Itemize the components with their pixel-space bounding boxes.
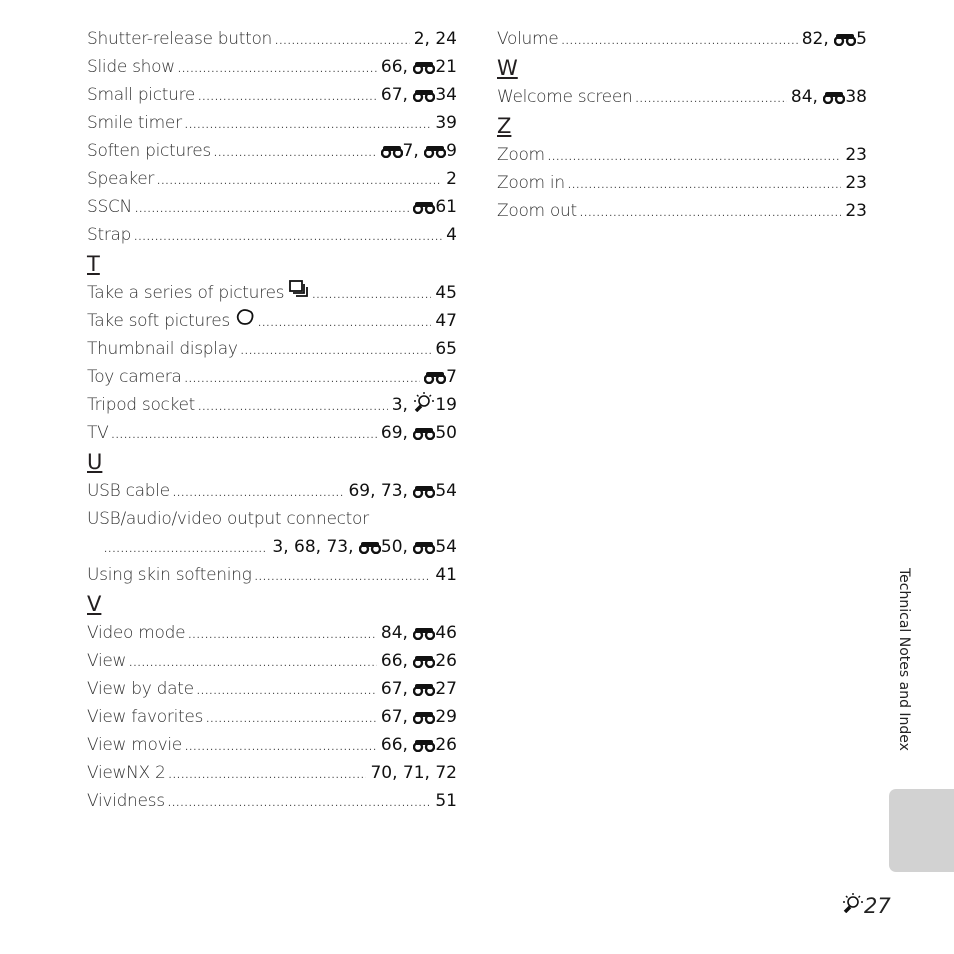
index-term: Zoom in [497,173,565,193]
leader-dots [312,282,431,310]
index-entry [87,81,457,109]
page-refs: 66, 26 [381,647,457,677]
page-ref[interactable]: 70 [370,763,393,783]
binoculars-icon [413,677,435,705]
page-ref[interactable]: 67 [380,85,403,105]
letter-heading: V [87,592,102,616]
index-term: Video mode [87,623,186,643]
leader-dots [214,140,377,168]
binoculars-icon [381,139,403,167]
soft-icon [235,307,255,335]
page-refs: 69, 50 [381,419,457,449]
index-term: Tripod socket [87,395,196,415]
page-ref[interactable]: 29 [435,707,457,727]
page-ref[interactable]: 5 [856,29,867,49]
leader-dots [168,790,432,818]
page-ref[interactable]: 24 [435,29,457,49]
index-term: Speaker [87,169,155,189]
page-ref[interactable]: 26 [435,735,457,755]
leader-dots [568,172,842,200]
index-entry [497,197,867,225]
page-ref[interactable]: 84 [790,87,813,107]
leader-dots [185,734,377,762]
index-entry [87,165,457,193]
page-ref[interactable]: 84 [380,623,403,643]
index-entry [87,419,457,447]
binoculars-icon [413,195,435,223]
leader-dots [206,706,377,734]
page-number [842,893,891,918]
leader-dots [134,224,442,252]
binoculars-icon [413,733,435,761]
page-number-value: 27 [864,893,891,918]
index-term: Slide show [87,57,175,77]
page-ref[interactable]: 66 [380,57,403,77]
page-ref[interactable]: 7 [446,367,457,387]
index-term: Take soft pictures [87,311,230,331]
bulb-icon [413,392,435,421]
page-refs [435,561,457,589]
page-ref[interactable]: 65 [435,339,457,359]
binoculars-icon [413,705,435,733]
binoculars-icon [823,85,845,113]
index-entry [87,193,457,221]
page-ref[interactable]: 54 [435,537,457,557]
index-entry [87,391,457,419]
page-ref[interactable]: 23 [845,145,867,165]
index-term: Soften pictures [87,141,211,161]
leader-dots [198,394,388,422]
page-ref[interactable]: 71 [402,763,425,783]
index-term: Welcome screen [497,87,633,107]
page-ref[interactable]: 82 [801,29,824,49]
continuous-shooting-icon [289,279,309,307]
page-refs [435,279,457,307]
index-term: View [87,651,127,671]
page-ref[interactable]: 50 [380,537,403,557]
index-term: Take a series of pictures [87,283,285,303]
index-entry [87,787,457,815]
page-ref[interactable]: 67 [380,707,403,727]
page-ref[interactable]: 2 [446,169,457,189]
page-refs: 3, 19 [392,391,457,421]
page-ref[interactable]: 39 [435,113,457,133]
index-term: View favorites [87,707,204,727]
index-entry [87,703,457,731]
index-entry [87,335,457,363]
index-entry [87,759,457,787]
index-entry [87,137,457,165]
binoculars-icon [424,365,446,393]
page-refs: 67, 34 [381,81,457,111]
page-refs: 67, 29 [381,703,457,733]
index-term: ViewNX 2 [87,763,166,783]
page-refs: 66, 21 [381,53,457,83]
page-ref[interactable]: 23 [845,173,867,193]
leader-dots [548,144,842,172]
page-ref[interactable]: 73 [380,481,403,501]
index-term: USB/audio/video output connector [87,509,369,529]
leader-dots [157,168,442,196]
page-ref[interactable]: 54 [435,481,457,501]
index-term: Small picture [87,85,196,105]
page-ref[interactable]: 69 [348,481,371,501]
leader-dots [185,112,432,140]
leader-dots [197,678,377,706]
leader-dots [111,422,376,450]
index-term: Toy camera [87,367,182,387]
binoculars-icon [413,535,435,563]
page-ref[interactable]: 41 [435,565,457,585]
page-ref[interactable]: 61 [435,197,457,217]
page-refs: 67, 27 [381,675,457,705]
page-refs [845,169,867,197]
page-ref[interactable]: 3 [391,395,403,415]
index-term: View by date [87,679,194,699]
page-ref[interactable]: 69 [380,423,403,443]
leader-dots [185,366,421,394]
binoculars-icon [413,83,435,111]
page-refs [446,165,457,193]
page-ref[interactable]: 19 [435,395,457,415]
page-refs: 70, 71, 72 [370,763,457,783]
page-ref[interactable]: 23 [845,201,867,221]
page-refs [435,335,457,363]
leader-dots [129,650,377,678]
leader-dots [255,564,432,592]
letter-heading: U [87,450,103,474]
leader-dots [275,28,410,56]
index-term: Using skin softening [87,565,252,585]
letter-heading: W [497,56,518,80]
page-ref[interactable]: 47 [435,311,457,331]
index-entry [87,363,457,391]
index-entry-continued [87,533,457,561]
leader-dots [104,536,268,564]
index-term: Zoom out [497,201,577,221]
index-entry [87,109,457,137]
page-ref[interactable]: 26 [435,651,457,671]
index-entry [497,25,867,53]
leader-dots [258,310,431,338]
page-ref[interactable]: 45 [435,283,457,303]
page-refs: 84, 38 [791,83,867,113]
page-ref[interactable]: 66 [380,651,403,671]
index-entry [497,83,867,111]
page-ref[interactable]: 72 [435,763,457,783]
index-entry [87,561,457,589]
page-refs [446,221,457,249]
page-refs [435,109,457,137]
leader-dots [241,338,432,366]
leader-dots [169,762,367,790]
index-term: Vividness [87,791,165,811]
letter-heading: Z [497,114,512,138]
page-refs [845,141,867,169]
index-term: USB cable [87,481,170,501]
leader-dots [580,200,842,228]
index-column-right [497,25,867,225]
leader-dots [561,28,797,56]
binoculars-icon [413,621,435,649]
index-column-left [87,25,457,815]
index-term: TV [87,423,109,443]
page-ref[interactable]: 46 [435,623,457,643]
page-ref[interactable]: 66 [380,735,403,755]
leader-dots [635,86,786,114]
index-term: View movie [87,735,182,755]
leader-dots [173,480,345,508]
binoculars-icon [424,139,446,167]
index-term: Strap [87,225,132,245]
index-term: Thumbnail display [87,339,238,359]
page-ref[interactable]: 21 [435,57,457,77]
leader-dots [178,56,377,84]
page-refs [424,363,457,393]
page-ref[interactable]: 67 [380,679,403,699]
page-ref[interactable]: 68 [294,537,316,557]
page-refs [413,193,457,223]
binoculars-icon [834,27,856,55]
page-refs: 84, 46 [381,619,457,649]
bulb-icon [842,893,864,918]
index-entry [87,647,457,675]
index-entry [497,169,867,197]
page-refs: 7, 9 [381,137,457,167]
index-entry [87,279,457,307]
binoculars-icon [413,649,435,677]
leader-dots [198,84,377,112]
page-ref[interactable]: 51 [435,791,457,811]
page-ref[interactable]: 38 [845,87,867,107]
binoculars-icon [359,535,381,563]
page-refs [845,197,867,225]
section-label: Technical Notes and Index [896,568,912,751]
index-term: Smile timer [87,113,182,133]
page-ref[interactable]: 2 [413,29,425,49]
index-entry [87,477,457,505]
index-term: Zoom [497,145,545,165]
index-entry [87,307,457,335]
letter-heading: T [87,252,100,276]
binoculars-icon [413,479,435,507]
binoculars-icon [413,421,435,449]
page-refs [435,787,457,815]
index-term: Volume [497,29,559,49]
index-entry [87,731,457,759]
index-entry [87,25,457,53]
index-term: SSCN [87,197,132,217]
page-ref[interactable]: 27 [435,679,457,699]
page-refs: 82, 5 [802,25,867,55]
index-entry [87,53,457,81]
page-refs: 69, 73, 54 [348,477,457,507]
index-entry [497,141,867,169]
index-entry [87,505,457,533]
index-entry [87,675,457,703]
page-ref[interactable]: 4 [446,225,457,245]
page-refs: 66, 26 [381,731,457,761]
page-ref[interactable]: 34 [435,85,457,105]
index-term: Shutter-release button [87,29,273,49]
index-entry [87,619,457,647]
page-refs: 3, 68, 73, 50, 54 [272,533,457,563]
leader-dots [188,622,377,650]
leader-dots [135,196,409,224]
page-ref[interactable]: 3 [272,537,284,557]
page-ref[interactable]: 50 [435,423,457,443]
page-ref[interactable]: 73 [326,537,349,557]
index-entry [87,221,457,249]
page-ref[interactable]: 7 [402,141,414,161]
page-ref[interactable]: 9 [446,141,457,161]
page-refs [435,307,457,335]
section-tab [889,789,954,872]
binoculars-icon [413,55,435,83]
page-refs: 2, 24 [413,29,457,49]
